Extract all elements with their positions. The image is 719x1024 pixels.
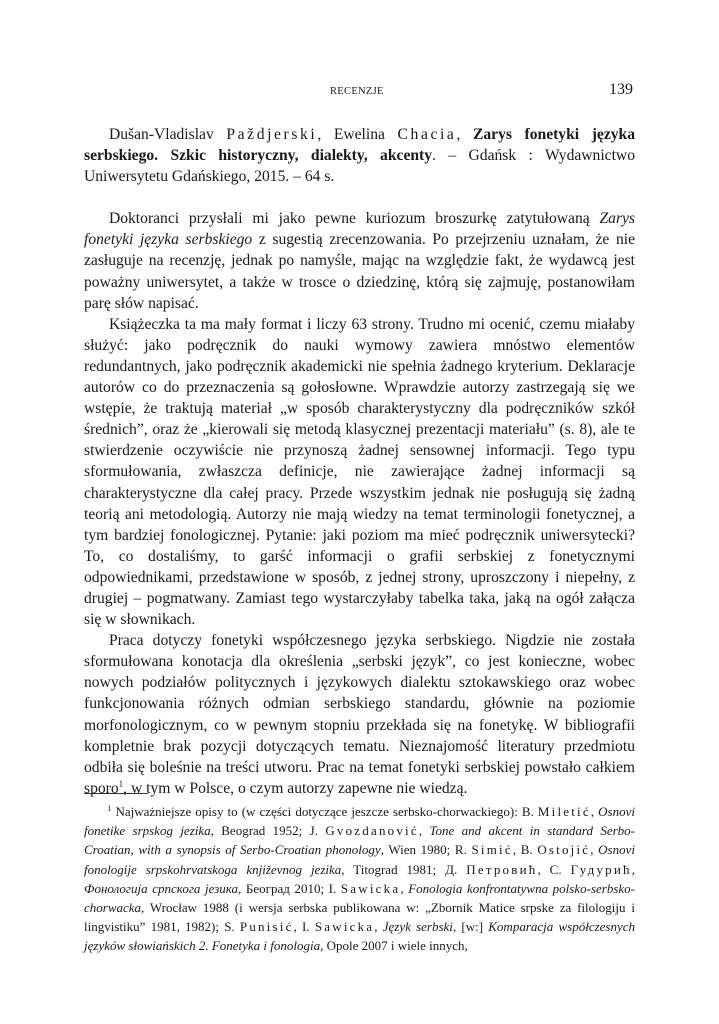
fn-text: , [631,861,635,877]
fn-text: , I. [293,919,315,935]
fn-text: , [374,919,383,935]
fn-author: Simić [471,842,513,858]
fn-text: , Wien 1980; R. [380,842,472,858]
fn-text: , B. [512,842,538,858]
fn-author: Punisić [239,919,294,935]
publication-info: . – Gdańsk : Wydawnictwo Uniwersytetu Gdańskiego, 2015. – 64 s. [84,147,635,186]
paragraph-2: Książeczka ta ma mały format i liczy 63 strony. Trudno mi ocenić, czemu miałaby służyć: jako podręcznik do nauki wymowy zawiera mnóstwo elementów redundantnych, jako podręcznik akademicki nie spełnia żadnego kryterium. Deklaracje autorów co do przeznaczenia są gołosłowne. Wprawdzie autorzy zastrzegają się we wstępie, że traktują materiał „w sposób charakterystyczny dla podręczników szkół średnich”, oraz że „kierowali się metodą klasycznej prezentacji materiału” (s. 8), ale te stwierdzenie oczywiście nie przynoszą żadnej sensownej informacji. Tego typu sformułowania, zwłaszcza definicje, nie zawierające żadnej informacji są charakterystyczne dla całej pracy. Przede wszystkim jednak nie posługują się żadną teorią ani metodologią. Autorzy nie mają wiedzy na temat terminologii fonetycznej, a tym bardziej fonologicznej. Pytanie: jaki poziom ma mieć podręcznik uniwersytecki? To, co dostaliśmy, to garść informacji o grafii serbskiej z fonetycznymi odpowiednikami, przedstawione w sposób, z jednej strony, uproszczony i niepełny, z drugiej – pogmatwany. Zamiast tego wystarczyłaby tabelka taka, jaką na ogół załącza się w słownikach. [84,315,635,629]
fn-author: Петровић [466,861,538,877]
fn-text: , Beograd 1952; J. [210,823,326,839]
main-text [84,124,635,799]
fn-title: Osnovi fonetike srpskog jezika [84,804,636,839]
book-title: Zarys fonetyki języka serbskiego. Szkic historyczny, dialekty, akcenty [84,126,636,165]
footnote-1 [84,802,635,956]
paragraph-3-text-end: , w tym w Polsce, o czym autorzy zapewne nie wiedzą. [123,779,468,797]
running-head: RECENZJE [330,86,384,97]
fn-title: Język serbski [382,919,453,935]
fn-text: , [w:] [452,919,489,935]
fn-title: Tone and akcent in standard Serbo-Croatian, with a synopsis of Serbo-Croatian phonology [84,823,636,858]
fn-text: , [590,804,599,819]
spacer [84,187,635,208]
fn-author: Ostojić [537,842,591,858]
fn-title: Фонологија српскога језика [84,880,239,896]
paragraph-3-text: Praca dotyczy fonetyki współczesnego języka serbskiego. Nigdzie nie została sformułowana konotacja dla określenia „serbski język”, co jest konieczne, wobec nowych podziałów politycznych i językowych dialektu sztokawskiego oraz wobec funkcjonowania różnych odmian serbskiego standardu, głównie na poziomie morfonologicznym, co w pewnym stopniu przekłada się na fonetykę. W bibliografii kompletnie brak pozycji dotyczących tematu. Nieznajomość literatury przedmiotu odbiła się boleśnie na treści utworu. Prac na temat fonetyki serbskiej powstało całkiem sporo [84,632,635,797]
fn-text: Najważniejsze opisy to (w części dotyczące jeszcze serbsko-chorwackiego): B. [111,804,538,819]
author-1-surname: Paždjerski [226,126,318,143]
fn-text: , Titograd 1981; Д. [341,861,467,877]
footnote-mark: 1 [107,804,112,813]
cited-title: Zarys fonetyki języka serbskiego [84,210,635,249]
fn-text: , Wrocław 1988 (i wersja serbska publikowana w: „Zbornik Matice srpske za filologiju i lingvistiku” 1981, 1982); S. [84,900,635,935]
fn-author: Sawicka [314,919,375,935]
footnote-reference[interactable]: 1 [118,778,124,789]
fn-text: , [418,823,430,839]
fn-text: , [590,842,599,858]
fn-title: Osnovi fonologije srpskohrvatskoga književnog jezika [84,842,636,877]
fn-author: Miletić [537,804,591,819]
separator: , [456,126,473,143]
footnote-rule [84,793,148,794]
fn-text: , Opole 2007 i wiele innych, [320,938,468,954]
paragraph-1-text-end: z sugestią zrecenzowania. Po przejrzeniu uznałam, że nie zasługuje na recenzję, jednak po namyśle, mając na względzie fakt, że wydawcą jest poważny uniwersytet, a także w trosce o dziedzinę, którą się zajmuję, postanowiłam parę słów napisać. [84,231,635,312]
separator: , [317,126,334,143]
fn-title: Fonologia konfrontatywna polsko-serbsko-chorwacka [84,880,636,916]
author-1-first-name: Dušan-Vladislav [108,126,214,143]
paragraph-1 [84,208,635,313]
paragraph-1-text: Doktoranci przysłali mi jako pewne kuriozum broszurkę zatytułowaną [108,210,600,228]
fn-text: , Београд 2010; I. [238,880,341,896]
author-2-surname: Chacia [397,126,457,143]
fn-author: Gvozdanović [325,823,419,839]
author-2-first-name: Ewelina [333,126,385,143]
fn-text: , [400,880,409,896]
paragraph-3 [84,630,635,799]
fn-author: Sawicka [340,880,401,896]
fn-author: Гудурић [570,861,632,877]
fn-text: , С. [537,861,571,877]
bibliographic-reference [84,124,635,187]
fn-title: Komparacja współczesnych języków słowiańskich 2. Fonetyka i fonologia [84,919,636,954]
page-number: 139 [609,81,633,98]
